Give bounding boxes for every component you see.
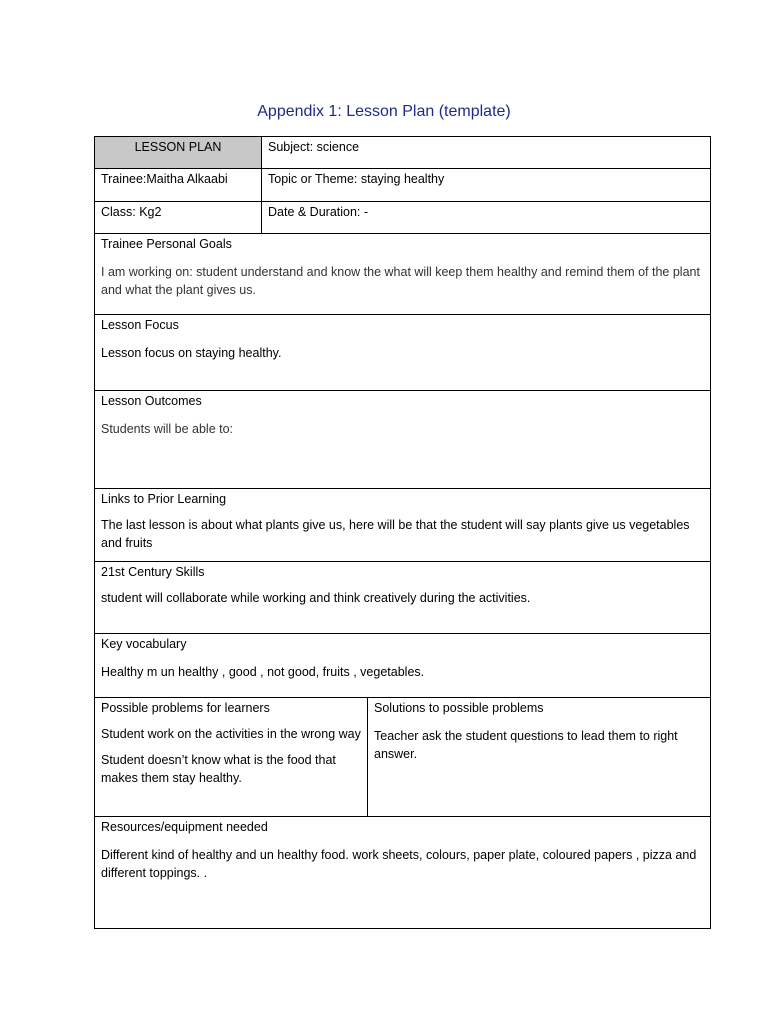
problem-item: Student work on the activities in the wrong way [101,727,361,741]
header-row-1 [95,137,711,169]
resources-text: Different kind of healthy and un healthy food. work sheets, colours, paper plate, coloured papers , pizza and different toppings. . [101,848,697,880]
century-skills-heading: 21st Century Skills [101,565,205,579]
lesson-plan-table [94,136,711,929]
lesson-focus-text: Lesson focus on staying healthy. [101,346,282,360]
lesson-focus-row [95,315,711,391]
lesson-outcomes-text: Students will be able to: [101,422,234,436]
resources-row [95,817,711,929]
lesson-outcomes-heading: Lesson Outcomes [101,394,202,408]
class-cell: Class: Kg2 [95,202,262,234]
problems-cell [95,698,368,817]
resources-heading: Resources/equipment needed [101,820,268,834]
lesson-plan-label: LESSON PLAN [95,137,262,169]
personal-goals-heading: Trainee Personal Goals [101,237,232,251]
prior-learning-row [95,489,711,562]
lesson-outcomes-cell [95,391,711,489]
header-row-3 [95,202,711,234]
key-vocabulary-row [95,634,711,698]
lesson-focus-heading: Lesson Focus [101,318,179,332]
century-skills-cell [95,562,711,634]
key-vocabulary-cell [95,634,711,698]
personal-goals-row [95,234,711,315]
century-skills-row [95,562,711,634]
problem-item: Student doesn’t know what is the food that makes them stay healthy. [101,753,336,785]
prior-learning-heading: Links to Prior Learning [101,492,227,506]
personal-goals-cell [95,234,711,315]
solutions-cell [368,698,711,817]
key-vocabulary-text: Healthy m un healthy , good , not good, fruits , vegetables. [101,665,425,679]
century-skills-text: student will collaborate while working and think creatively during the activities. [101,591,531,605]
problems-heading: Possible problems for learners [101,701,270,715]
header-row-2 [95,169,711,202]
key-vocabulary-heading: Key vocabulary [101,637,187,651]
date-duration-cell: Date & Duration: - [262,202,711,234]
solutions-text: Teacher ask the student questions to lead them to right answer. [374,729,678,761]
subject-cell: Subject: science [262,137,711,169]
problems-solutions-row [95,698,711,817]
topic-cell: Topic or Theme: staying healthy [262,169,711,202]
resources-cell [95,817,711,929]
page-title: Appendix 1: Lesson Plan (template) [257,103,511,120]
personal-goals-text: I am working on: student understand and know the what will keep them healthy and remind them of the plant and what the plant gives us. [101,265,700,297]
lesson-focus-cell [95,315,711,391]
trainee-cell: Trainee:Maitha Alkaabi [95,169,262,202]
prior-learning-cell [95,489,711,562]
lesson-outcomes-row [95,391,711,489]
solutions-heading: Solutions to possible problems [374,701,544,715]
prior-learning-text: The last lesson is about what plants give us, here will be that the student will say plants give us vegetables and fruits [101,518,690,550]
